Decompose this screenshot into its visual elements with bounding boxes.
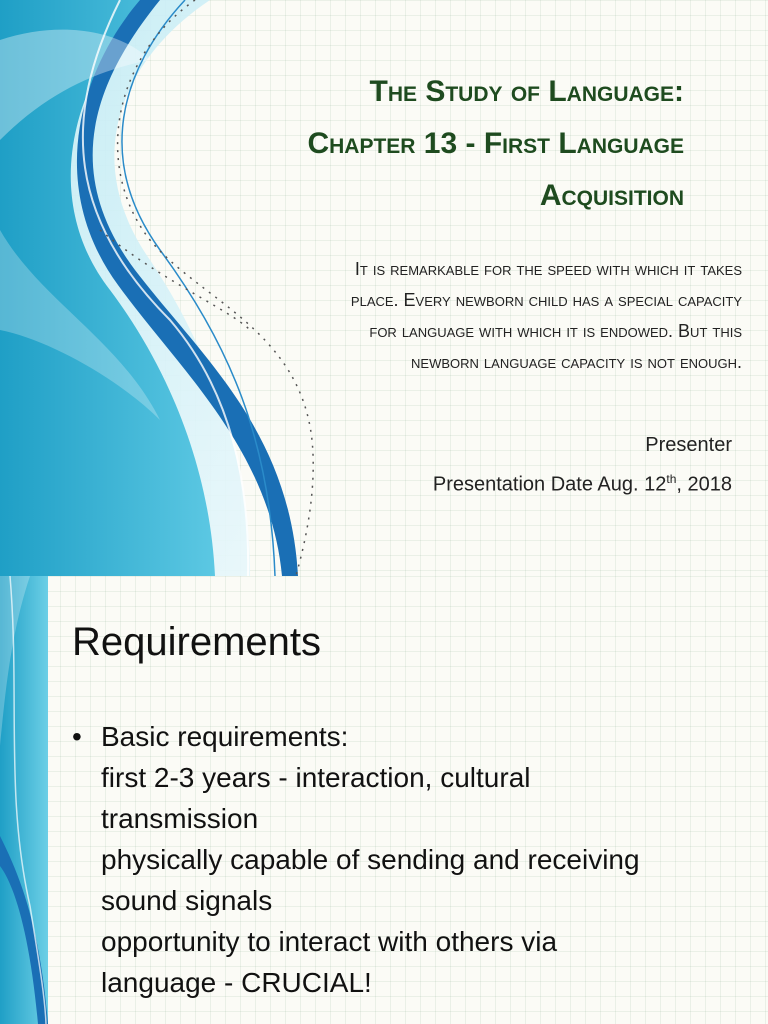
- date-ordinal: th: [666, 472, 677, 486]
- bullet-line: sound signals: [101, 885, 273, 916]
- subtitle-line: It is remarkable for the speed with which it takes: [354, 259, 742, 279]
- date-suffix: , 2018: [676, 473, 732, 496]
- requirements-slide: [0, 576, 768, 1024]
- subtitle-line: place. Every newborn child has a special capacity: [350, 290, 742, 310]
- bullet-line: language - CRUCIAL!: [101, 967, 372, 998]
- side-wave-decoration: [0, 576, 50, 1024]
- subtitle-line: newborn language capacity is not enough.: [411, 352, 742, 372]
- bullet-list: [72, 716, 712, 1003]
- bullet-line: transmission: [101, 803, 259, 834]
- bullet-line: Basic requirements:: [101, 721, 349, 752]
- presentation-title: [124, 66, 684, 222]
- presentation-date: [433, 472, 732, 497]
- title-line: Acquisition: [539, 179, 684, 212]
- title-line: The Study of Language:: [369, 75, 684, 108]
- date-prefix: Presentation Date Aug. 12: [432, 473, 667, 496]
- presenter-label: Presenter: [645, 434, 732, 456]
- list-item: [72, 716, 712, 1003]
- subtitle: [222, 254, 742, 378]
- bullet-line: first 2-3 years - interaction, cultural: [101, 762, 531, 793]
- slide-title: Requirements: [72, 620, 322, 664]
- bullet-icon: •: [72, 721, 82, 752]
- bullet-line: physically capable of sending and receiving: [101, 844, 640, 875]
- bullet-line: opportunity to interact with others via: [101, 926, 558, 957]
- subtitle-line: for language with which it is endowed. But this: [369, 321, 742, 341]
- title-line: Chapter 13 - First Language: [307, 127, 684, 160]
